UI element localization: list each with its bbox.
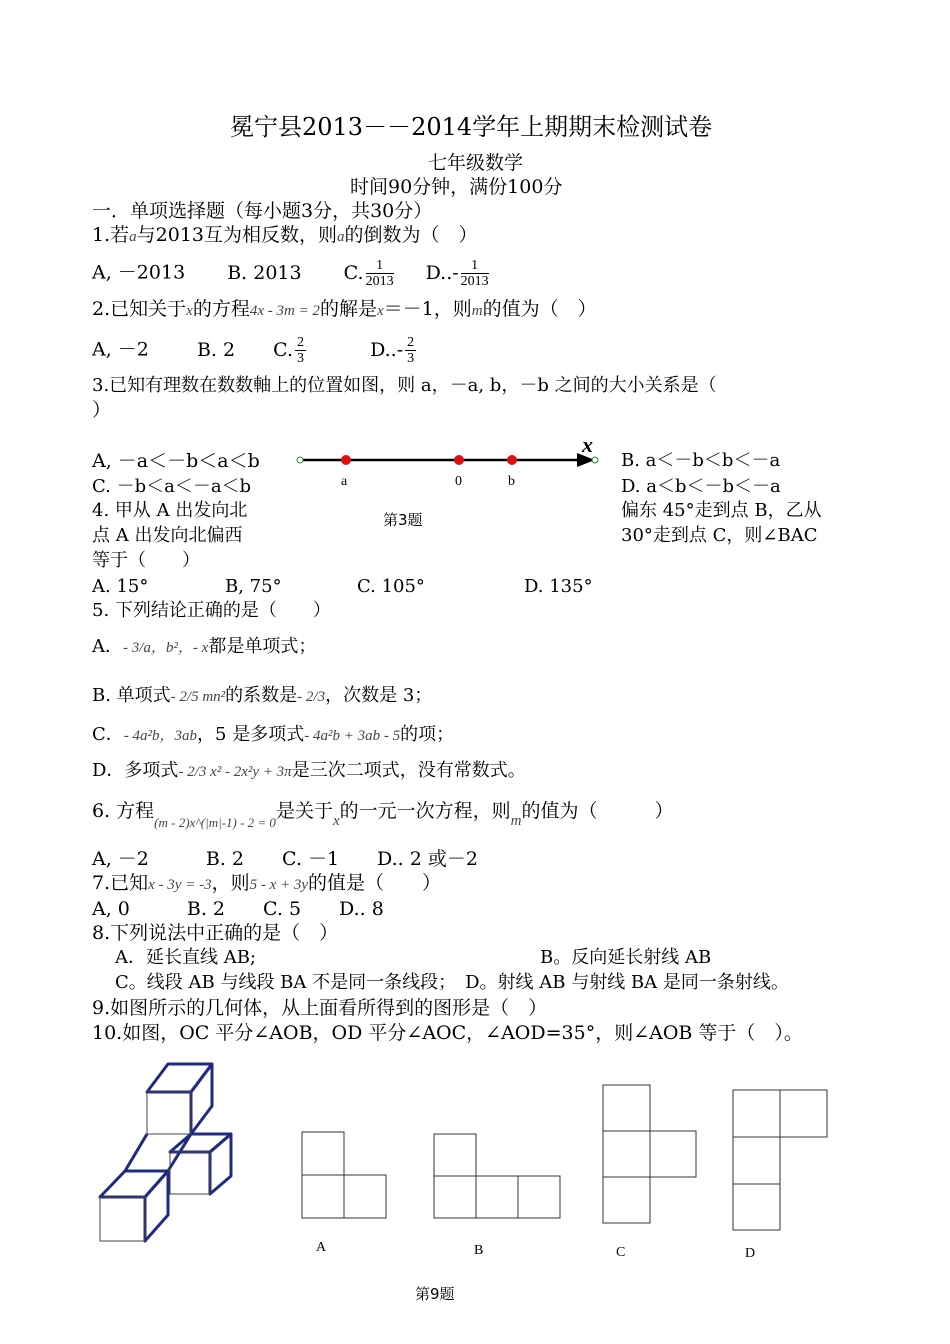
- square: [476, 1176, 518, 1218]
- q10-stem: 10.如图，OC 平分∠AOB，OD 平分∠AOC，∠AOD=35°，则∠AOB 等于（ ）。: [92, 1022, 803, 1044]
- point-0-marker: [454, 455, 464, 465]
- q3-option-c: C. －b＜a＜－a＜b: [92, 476, 252, 497]
- q5-option-d: [92, 760, 526, 783]
- q8-option-b: B。反向延长射线 AB: [540, 947, 712, 968]
- q3-option-a: A, －a＜－b＜a＜b: [92, 450, 260, 472]
- axis-label-x: x: [582, 432, 593, 457]
- q2-text-c: 的解是: [319, 298, 377, 320]
- square: [434, 1134, 476, 1176]
- q5-d-prefix: D．多项式: [92, 760, 179, 781]
- q1-option-c: C.: [343, 261, 364, 284]
- q4-line1-left: 4. 甲从 A 出发向北: [92, 500, 248, 521]
- q1-var-b: a: [337, 229, 345, 245]
- q4-option-d: D. 135°: [524, 576, 593, 597]
- square: [733, 1090, 780, 1137]
- q5-c-math1: - 4a²b，3ab: [123, 728, 198, 744]
- q4-line1-right: 偏东 45°走到点 B，乙从: [621, 500, 822, 521]
- q9-option-c-figure: [601, 1083, 701, 1225]
- square: [302, 1175, 344, 1218]
- q1-option-c-fraction: [366, 258, 394, 289]
- q1-options: [92, 258, 491, 289]
- q7-text-b: ，则: [211, 872, 250, 894]
- q2-option-b: B. 2: [196, 338, 236, 361]
- square: [780, 1090, 827, 1137]
- q6-text-a: 6. 方程: [92, 800, 155, 822]
- q1-text-b: 与2013互为相反数，则: [136, 224, 337, 246]
- q5-a-suffix: 都是单项式；: [208, 636, 317, 657]
- q3-stem: 3.已知有理数在数数軸上的位置如图，则 a，－a, b，－b 之间的大小关系是（: [92, 375, 717, 396]
- square: [434, 1176, 476, 1218]
- q9-label-b: B: [474, 1243, 484, 1258]
- point-a-label: a: [341, 474, 348, 489]
- q3-option-b: B. a＜－b＜b＜－a: [621, 450, 781, 471]
- subtitle: 七年级数学: [428, 152, 524, 174]
- q8-option-a: A．延长直线 AB;: [115, 947, 257, 968]
- q6-options: A, －2 B. 2 C. －1 D.. 2 或－2: [92, 848, 478, 870]
- q1-c-numerator: 1: [366, 258, 394, 274]
- q3-figure-caption: 第3题: [383, 511, 423, 529]
- q8-stem: 8.下列说法中正确的是（ ）: [92, 922, 339, 944]
- q2-d-denominator: 3: [407, 351, 415, 366]
- q2-option-c-fraction: [295, 335, 306, 366]
- q4-line2-left: 点 A 出发向北偏西: [92, 525, 243, 546]
- q5-stem: 5. 下列结论正确的是（ ）: [92, 600, 331, 621]
- number-line-endpoint-left: [297, 457, 303, 463]
- q1-text-a: 1.若: [92, 224, 130, 246]
- q2-c-numerator: 2: [297, 335, 305, 350]
- q9-option-b-figure: [432, 1132, 564, 1222]
- q5-b-prefix: B. 单项式: [92, 685, 171, 706]
- q3-stem-end: ）: [92, 399, 112, 421]
- square: [733, 1137, 780, 1184]
- q2-option-d: D..-: [370, 338, 404, 361]
- q5-a-math1: - 3/a: [123, 640, 151, 656]
- point-a-marker: [341, 455, 351, 465]
- square: [650, 1131, 696, 1177]
- cube-left-side-face: [145, 1171, 168, 1241]
- q1-stem: [92, 224, 478, 248]
- q2-options: [92, 335, 418, 366]
- q2-c-denominator: 3: [297, 351, 305, 366]
- q2-equation: 4x - 3m = 2: [249, 303, 320, 319]
- q3-number-line-figure: [290, 435, 610, 495]
- q4-line3: 等于（ ）: [92, 550, 200, 571]
- q2-stem: [92, 298, 597, 322]
- q9-solid-figure: [95, 1060, 245, 1245]
- q9-option-a-figure: [300, 1130, 390, 1222]
- q4-line2-right: 30°走到点 C，则∠BAC: [621, 525, 818, 546]
- q8-option-cd: C。线段 AB 与线段 BA 不是同一条线段； D。射线 AB 与射线 BA 是同一条射线。: [115, 972, 789, 993]
- point-b-label: b: [508, 474, 515, 489]
- q1-d-denominator: 2013: [460, 274, 489, 289]
- q5-c-prefix: C．: [92, 724, 124, 745]
- square: [603, 1085, 650, 1131]
- q2-option-c: C.: [273, 338, 294, 361]
- q9-option-d-figure: [731, 1088, 831, 1232]
- q2-text-d: ＝－1，则: [383, 298, 472, 320]
- cube-left-front-face: [100, 1197, 145, 1241]
- q2-var-x: x: [186, 303, 193, 319]
- q2-d-numerator: 2: [407, 335, 415, 350]
- q6-var-m: m: [510, 813, 522, 829]
- q5-b-math: - 2/5 mn²: [170, 689, 226, 705]
- q4-option-a: A. 15°: [92, 576, 149, 597]
- q7-text-a: 7.已知: [92, 872, 149, 894]
- q9-figure-caption: 第9题: [415, 1285, 455, 1303]
- square: [518, 1176, 560, 1218]
- cube-top-side-face: [191, 1064, 212, 1134]
- q7-text-c: 的值是（ ）: [308, 872, 442, 894]
- q1-option-d-fraction: [461, 258, 489, 289]
- q5-c-middle: ，5 是多项式: [197, 724, 305, 745]
- q2-option-a: A, －2: [92, 338, 149, 361]
- cube-edge: [125, 1134, 147, 1171]
- q2-text-e: 的值为（ ）: [482, 298, 597, 320]
- q9-label-a: A: [316, 1240, 327, 1255]
- point-b-marker: [507, 455, 517, 465]
- q2-var-x2: x: [376, 303, 384, 319]
- q2-var-m: m: [471, 303, 483, 319]
- q6-text-b: 是关于: [275, 800, 333, 822]
- q5-option-b: [92, 685, 432, 708]
- q9-label-c: C: [616, 1245, 626, 1260]
- square: [733, 1184, 780, 1230]
- q5-b-middle: 的系数是: [225, 685, 298, 706]
- q5-option-a: [92, 636, 316, 659]
- q5-c-math2: - 4a²b + 3ab - 5: [304, 728, 401, 744]
- q9-label-d: D: [745, 1246, 756, 1261]
- q6-stem: [92, 800, 674, 834]
- square: [603, 1177, 650, 1223]
- q1-c-denominator: 2013: [365, 274, 394, 289]
- q2-option-d-fraction: [405, 335, 416, 366]
- q4-option-c: C. 105°: [357, 576, 425, 597]
- q5-d-math: - 2/3 x² - 2x²y + 3π: [178, 764, 292, 780]
- square: [344, 1175, 386, 1218]
- square: [603, 1131, 650, 1177]
- q1-d-numerator: 1: [461, 258, 489, 274]
- q9-stem: 9.如图所示的几何体，从上面看所得到的图形是（ ）: [92, 997, 548, 1019]
- q5-a-prefix: A．: [92, 636, 123, 657]
- q3-option-d: D. a＜b＜－b＜－a: [621, 476, 781, 497]
- point-0-label: 0: [455, 474, 462, 489]
- q5-a-math2: ，b²，- x: [150, 640, 209, 656]
- q6-var-x: x: [332, 813, 340, 829]
- q6-text-d: 的值为（ ）: [521, 800, 674, 822]
- section-heading: 一．单项选择题（每小题3分，共30分）: [92, 200, 433, 222]
- q6-equation: (m - 2)x^(|m|-1) - 2 = 0: [154, 815, 276, 830]
- cube-middle-side-face: [210, 1134, 231, 1194]
- q7-eq2: 5 - x + 3y: [249, 877, 309, 893]
- time-info: 时间90分钟，满份100分: [350, 176, 563, 198]
- q1-option-b: B. 2013: [227, 261, 302, 284]
- q1-option-a: A, －2013: [92, 261, 186, 284]
- q5-b-math2: - 2/3: [297, 689, 326, 705]
- q2-text-b: 的方程: [192, 298, 250, 320]
- page-title: 冕宁县2013－－2014学年上期期末检测试卷: [230, 113, 713, 141]
- q7-stem: [92, 872, 441, 896]
- q7-options: A, 0 B. 2 C. 5 D.. 8: [92, 898, 384, 920]
- q1-var-a: a: [129, 229, 137, 245]
- q4-option-b: B, 75°: [225, 576, 282, 597]
- q5-d-suffix: 是三次二项式，没有常数式。: [291, 760, 526, 781]
- square: [302, 1132, 344, 1175]
- q5-c-suffix: 的项；: [400, 724, 455, 745]
- q1-option-d: D..-: [425, 261, 459, 284]
- q5-b-suffix: ，次数是 3；: [325, 685, 433, 706]
- cube-top-front-face: [147, 1092, 191, 1134]
- q2-text-a: 2.已知关于: [92, 298, 187, 320]
- q6-text-c: 的一元一次方程，则: [339, 800, 511, 822]
- q5-option-c: [92, 724, 454, 747]
- q7-eq1: x - 3y = -3: [148, 877, 212, 893]
- q1-text-c: 的倒数为（ ）: [344, 224, 478, 246]
